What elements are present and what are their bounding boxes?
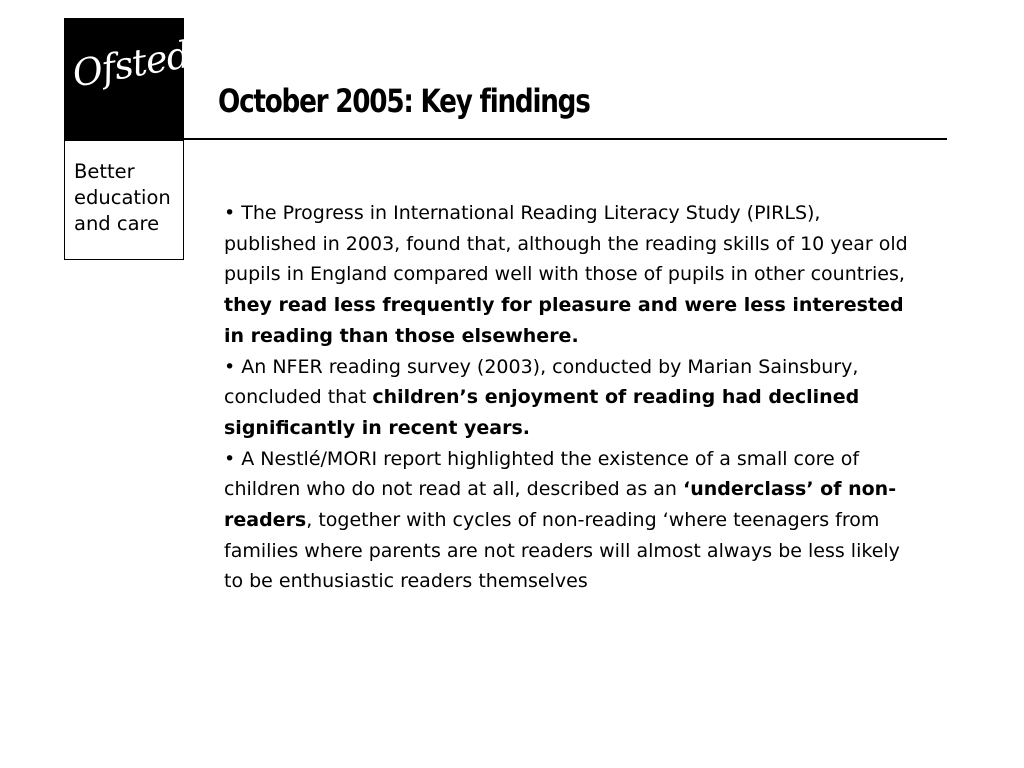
finding-nestle-mori (224, 444, 914, 598)
logo-black-panel (65, 19, 193, 141)
finding-text: , together with cycles of non-reading ‘where teenagers from families where parents are not readers will almost always be less likely to be enthusiastic readers themselves (224, 509, 900, 593)
tagline-line: Better (74, 160, 135, 183)
findings-list (224, 198, 914, 597)
tagline-line: education (74, 186, 171, 209)
bullet-marker: • (224, 355, 236, 378)
bullet-marker: • (224, 202, 236, 224)
ofsted-logo (64, 18, 193, 260)
finding-text: The Progress in International Reading Literacy Study (PIRLS), published in 2003, found that, although the reading skills of 10 year old pupils in England compared well with those of pupils in other countries, (224, 202, 908, 286)
finding-nfer (224, 352, 914, 444)
finding-pirls (224, 198, 914, 352)
finding-emphasis: they read less frequently for pleasure and were less interested in reading than those elsewhere. (224, 294, 904, 347)
slide-title: October 2005: Key findings (218, 82, 590, 120)
tagline-line: and care (74, 212, 160, 235)
finding-emphasis: ‘underclass’ of non-readers (224, 478, 897, 532)
finding-text: An NFER reading survey (2003), conducted by Marian Sainsbury, concluded that (224, 355, 859, 409)
logo-tagline (74, 159, 171, 237)
ofsted-wordmark: Ofsted (69, 32, 193, 96)
finding-emphasis: children’s enjoyment of reading had declined significantly in recent years. (224, 386, 860, 439)
finding-text: A Nestlé/MORI report highlighted the existence of a small core of children who do not read at all, described as an (224, 447, 860, 501)
bullet-marker: • (224, 447, 236, 470)
title-divider (184, 138, 947, 140)
